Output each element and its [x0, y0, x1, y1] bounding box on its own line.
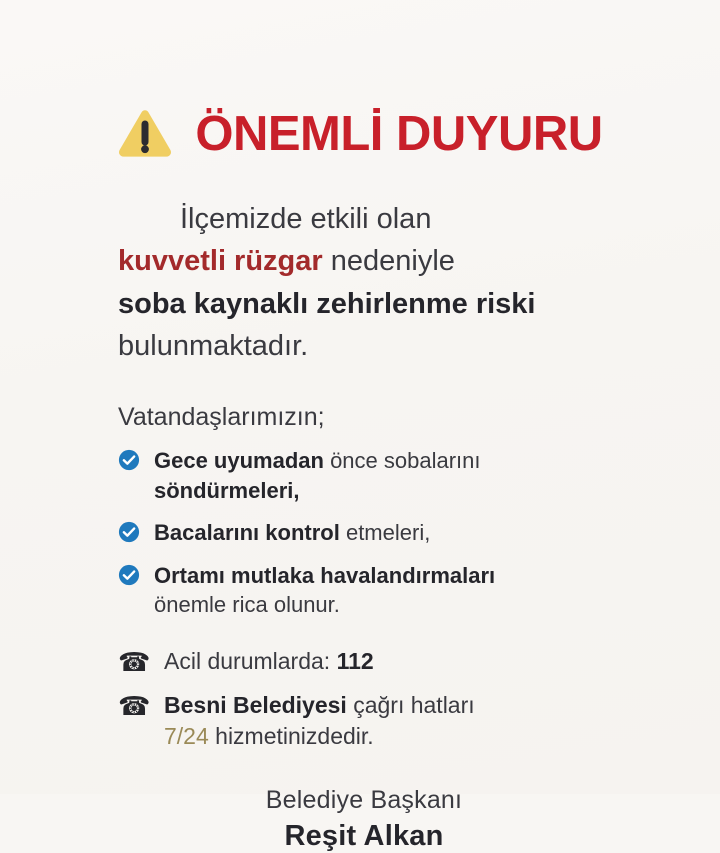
item-1-bold-end: söndürmeleri, — [154, 477, 300, 503]
check-circle-icon — [118, 521, 140, 543]
intro-paragraph — [118, 198, 610, 367]
item-1-middle: önce sobalarını — [323, 448, 481, 474]
item-3-sub-line: önemle rica olunur. — [154, 592, 340, 618]
intro-line-1: İlçemizde etkili olan — [180, 203, 432, 235]
check-circle-icon — [118, 449, 140, 471]
hours-label: hizmetinizdedir. — [208, 723, 374, 750]
telephone-icon: ☎ — [118, 646, 151, 677]
warning-triangle-icon — [117, 108, 173, 160]
list-heading: Vatandaşlarımızın; — [118, 403, 325, 432]
contact-section — [118, 646, 610, 752]
list-item — [118, 518, 610, 547]
signature-name: Reşit Alkan — [284, 820, 444, 853]
item-3-bold-start: Ortamı mutlaka havalandırmaları — [154, 562, 496, 588]
list-item — [118, 446, 610, 505]
emergency-contact-row — [118, 646, 610, 677]
municipality-hours-line — [164, 721, 610, 752]
telephone-icon: ☎ — [118, 691, 151, 722]
intro-line-2-rest: nedeniyle — [322, 245, 455, 278]
page-title: ÖNEMLİ DUYURU — [195, 106, 603, 161]
intro-line-4: bulunmaktadır. — [118, 329, 309, 362]
signature-block — [118, 786, 610, 853]
item-2-bold-start: Bacalarını kontrol — [154, 520, 340, 546]
check-circle-icon — [118, 564, 140, 586]
intro-risk-bold: soba kaynaklı zehirlenme riski — [118, 287, 536, 320]
poster-header — [0, 0, 720, 160]
municipality-name: Besni Belediyesi — [164, 692, 347, 719]
municipality-contact-row — [118, 690, 610, 752]
municipality-label: çağrı hatları — [346, 692, 475, 719]
list-item — [118, 561, 610, 620]
item-1-bold-start: Gece uyumadan — [154, 448, 324, 474]
item-2-middle: etmeleri, — [339, 520, 431, 546]
signature-role: Belediye Başkanı — [265, 786, 463, 815]
intro-line-2 — [118, 240, 610, 282]
emergency-number: 112 — [336, 647, 374, 674]
intro-strong-wind: kuvvetli rüzgar — [118, 245, 323, 278]
hours-value: 7/24 — [164, 723, 209, 750]
emergency-label: Acil durumlarda: — [164, 647, 337, 674]
intro-line-3 — [118, 283, 610, 325]
instruction-list — [118, 446, 610, 619]
poster-body — [110, 198, 610, 853]
